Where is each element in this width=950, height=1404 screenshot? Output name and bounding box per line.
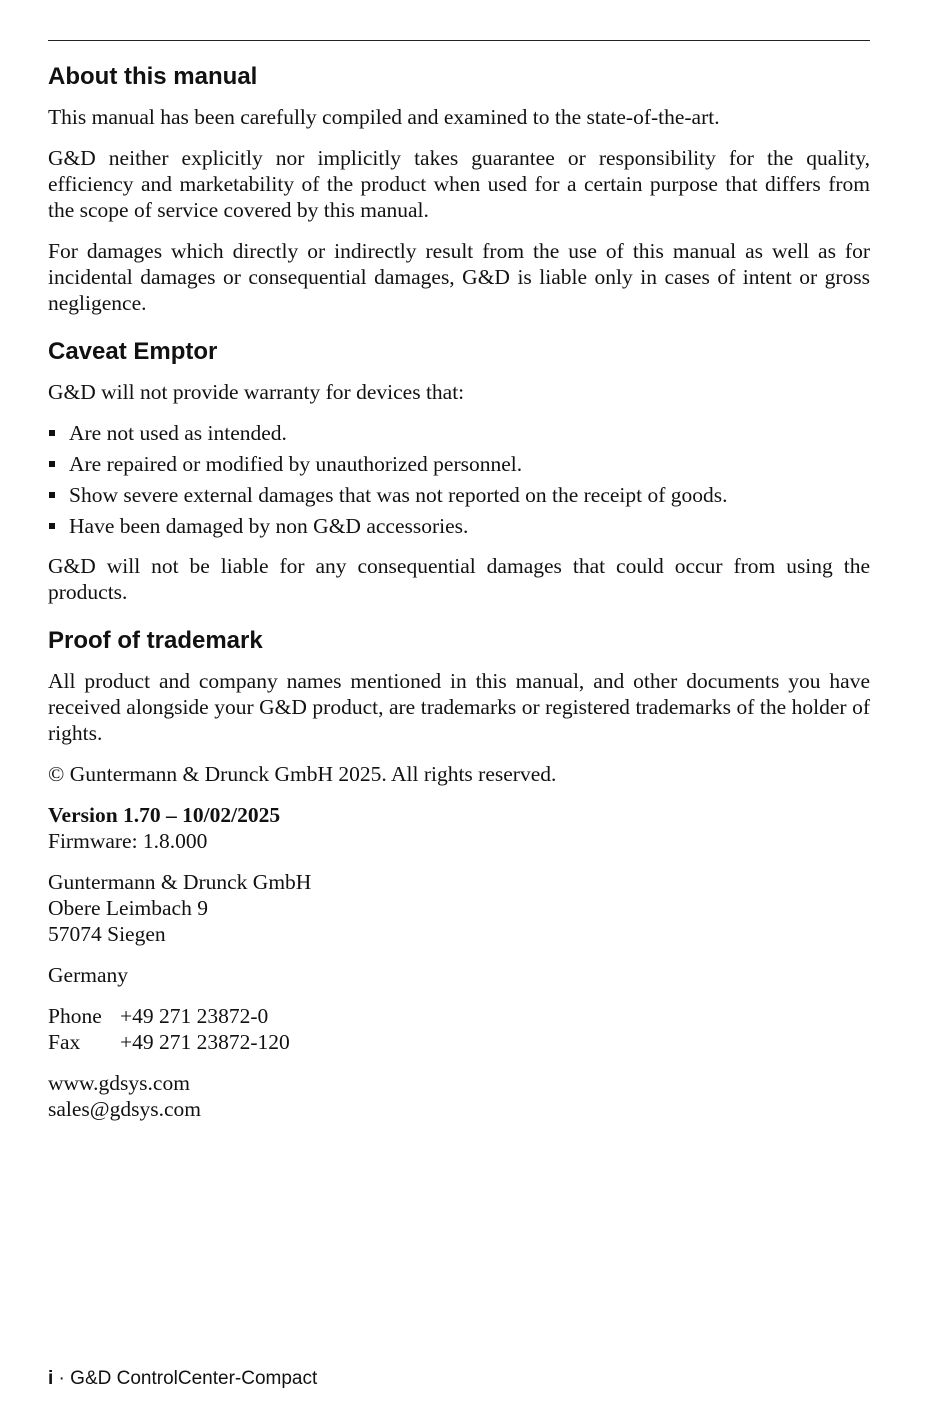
street-address: Obere Leimbach 9 bbox=[48, 896, 208, 920]
country: Germany bbox=[48, 963, 128, 987]
bullet-square-icon bbox=[49, 523, 55, 529]
footer-product-name: G&D ControlCenter-Compact bbox=[70, 1368, 318, 1389]
about-section bbox=[48, 62, 870, 316]
fax-number: +49 271 23872-120 bbox=[120, 1030, 290, 1054]
list-item: Are not used as intended. bbox=[48, 420, 870, 446]
caveat-list bbox=[48, 420, 870, 539]
list-item: Are repaired or modified by unauthorized personnel. bbox=[48, 451, 870, 477]
caveat-heading: Caveat Emptor bbox=[48, 338, 218, 365]
top-rule bbox=[48, 40, 870, 41]
trademark-heading: Proof of trademark bbox=[48, 627, 263, 654]
about-paragraph-1: This manual has been carefully compiled and examined to the state-of-the-art. bbox=[48, 105, 720, 129]
address-block bbox=[48, 869, 870, 947]
phone-label: Phone bbox=[48, 1004, 102, 1028]
phone-fax-table bbox=[48, 1003, 290, 1055]
trademark-paragraph: All product and company names mentioned in this manual, and other documents you have received alongside your G&D product, are trademarks or registered trademarks of the holder of rights. bbox=[48, 669, 870, 745]
phone-row bbox=[48, 1003, 290, 1029]
document-body bbox=[48, 62, 870, 1137]
email-link[interactable]: sales@gdsys.com bbox=[48, 1097, 201, 1121]
caveat-section bbox=[48, 337, 870, 605]
trademark-section bbox=[48, 626, 870, 787]
page-footer bbox=[48, 1367, 317, 1391]
bullet-square-icon bbox=[49, 492, 55, 498]
company-name: Guntermann & Drunck GmbH bbox=[48, 870, 312, 894]
web-contact-block bbox=[48, 1070, 870, 1122]
list-item: Show severe external damages that was not reported on the receipt of goods. bbox=[48, 482, 870, 508]
copyright-notice: © Guntermann & Drunck GmbH 2025. All rights reserved. bbox=[48, 762, 557, 786]
bullet-square-icon bbox=[49, 430, 55, 436]
footer-separator: · bbox=[53, 1368, 71, 1389]
fax-label: Fax bbox=[48, 1030, 81, 1054]
firmware-line: Firmware: 1.8.000 bbox=[48, 829, 208, 853]
version-block bbox=[48, 802, 870, 854]
version-line: Version 1.70 – 10/02/2025 bbox=[48, 803, 281, 827]
bullet-square-icon bbox=[49, 461, 55, 467]
website-link[interactable]: www.gdsys.com bbox=[48, 1071, 190, 1095]
caveat-intro: G&D will not provide warranty for devices that: bbox=[48, 380, 465, 404]
about-paragraph-2: G&D neither explicitly nor implicitly takes guarantee or responsibility for the quality, efficiency and marketability of the product when used for a certain purpose that differs from the scope of service covered by this manual. bbox=[48, 146, 870, 222]
about-heading: About this manual bbox=[48, 63, 258, 90]
about-paragraph-3: For damages which directly or indirectly result from the use of this manual as well as for incidental damages or consequential damages, G&D is liable only in cases of intent or gross negligence. bbox=[48, 239, 870, 315]
list-item: Have been damaged by non G&D accessories. bbox=[48, 513, 870, 539]
fax-row bbox=[48, 1029, 290, 1055]
caveat-outro: G&D will not be liable for any consequential damages that could occur from using the products. bbox=[48, 554, 870, 604]
page-number: i bbox=[48, 1368, 54, 1389]
phone-number: +49 271 23872-0 bbox=[120, 1004, 269, 1028]
city-postcode: 57074 Siegen bbox=[48, 922, 166, 946]
